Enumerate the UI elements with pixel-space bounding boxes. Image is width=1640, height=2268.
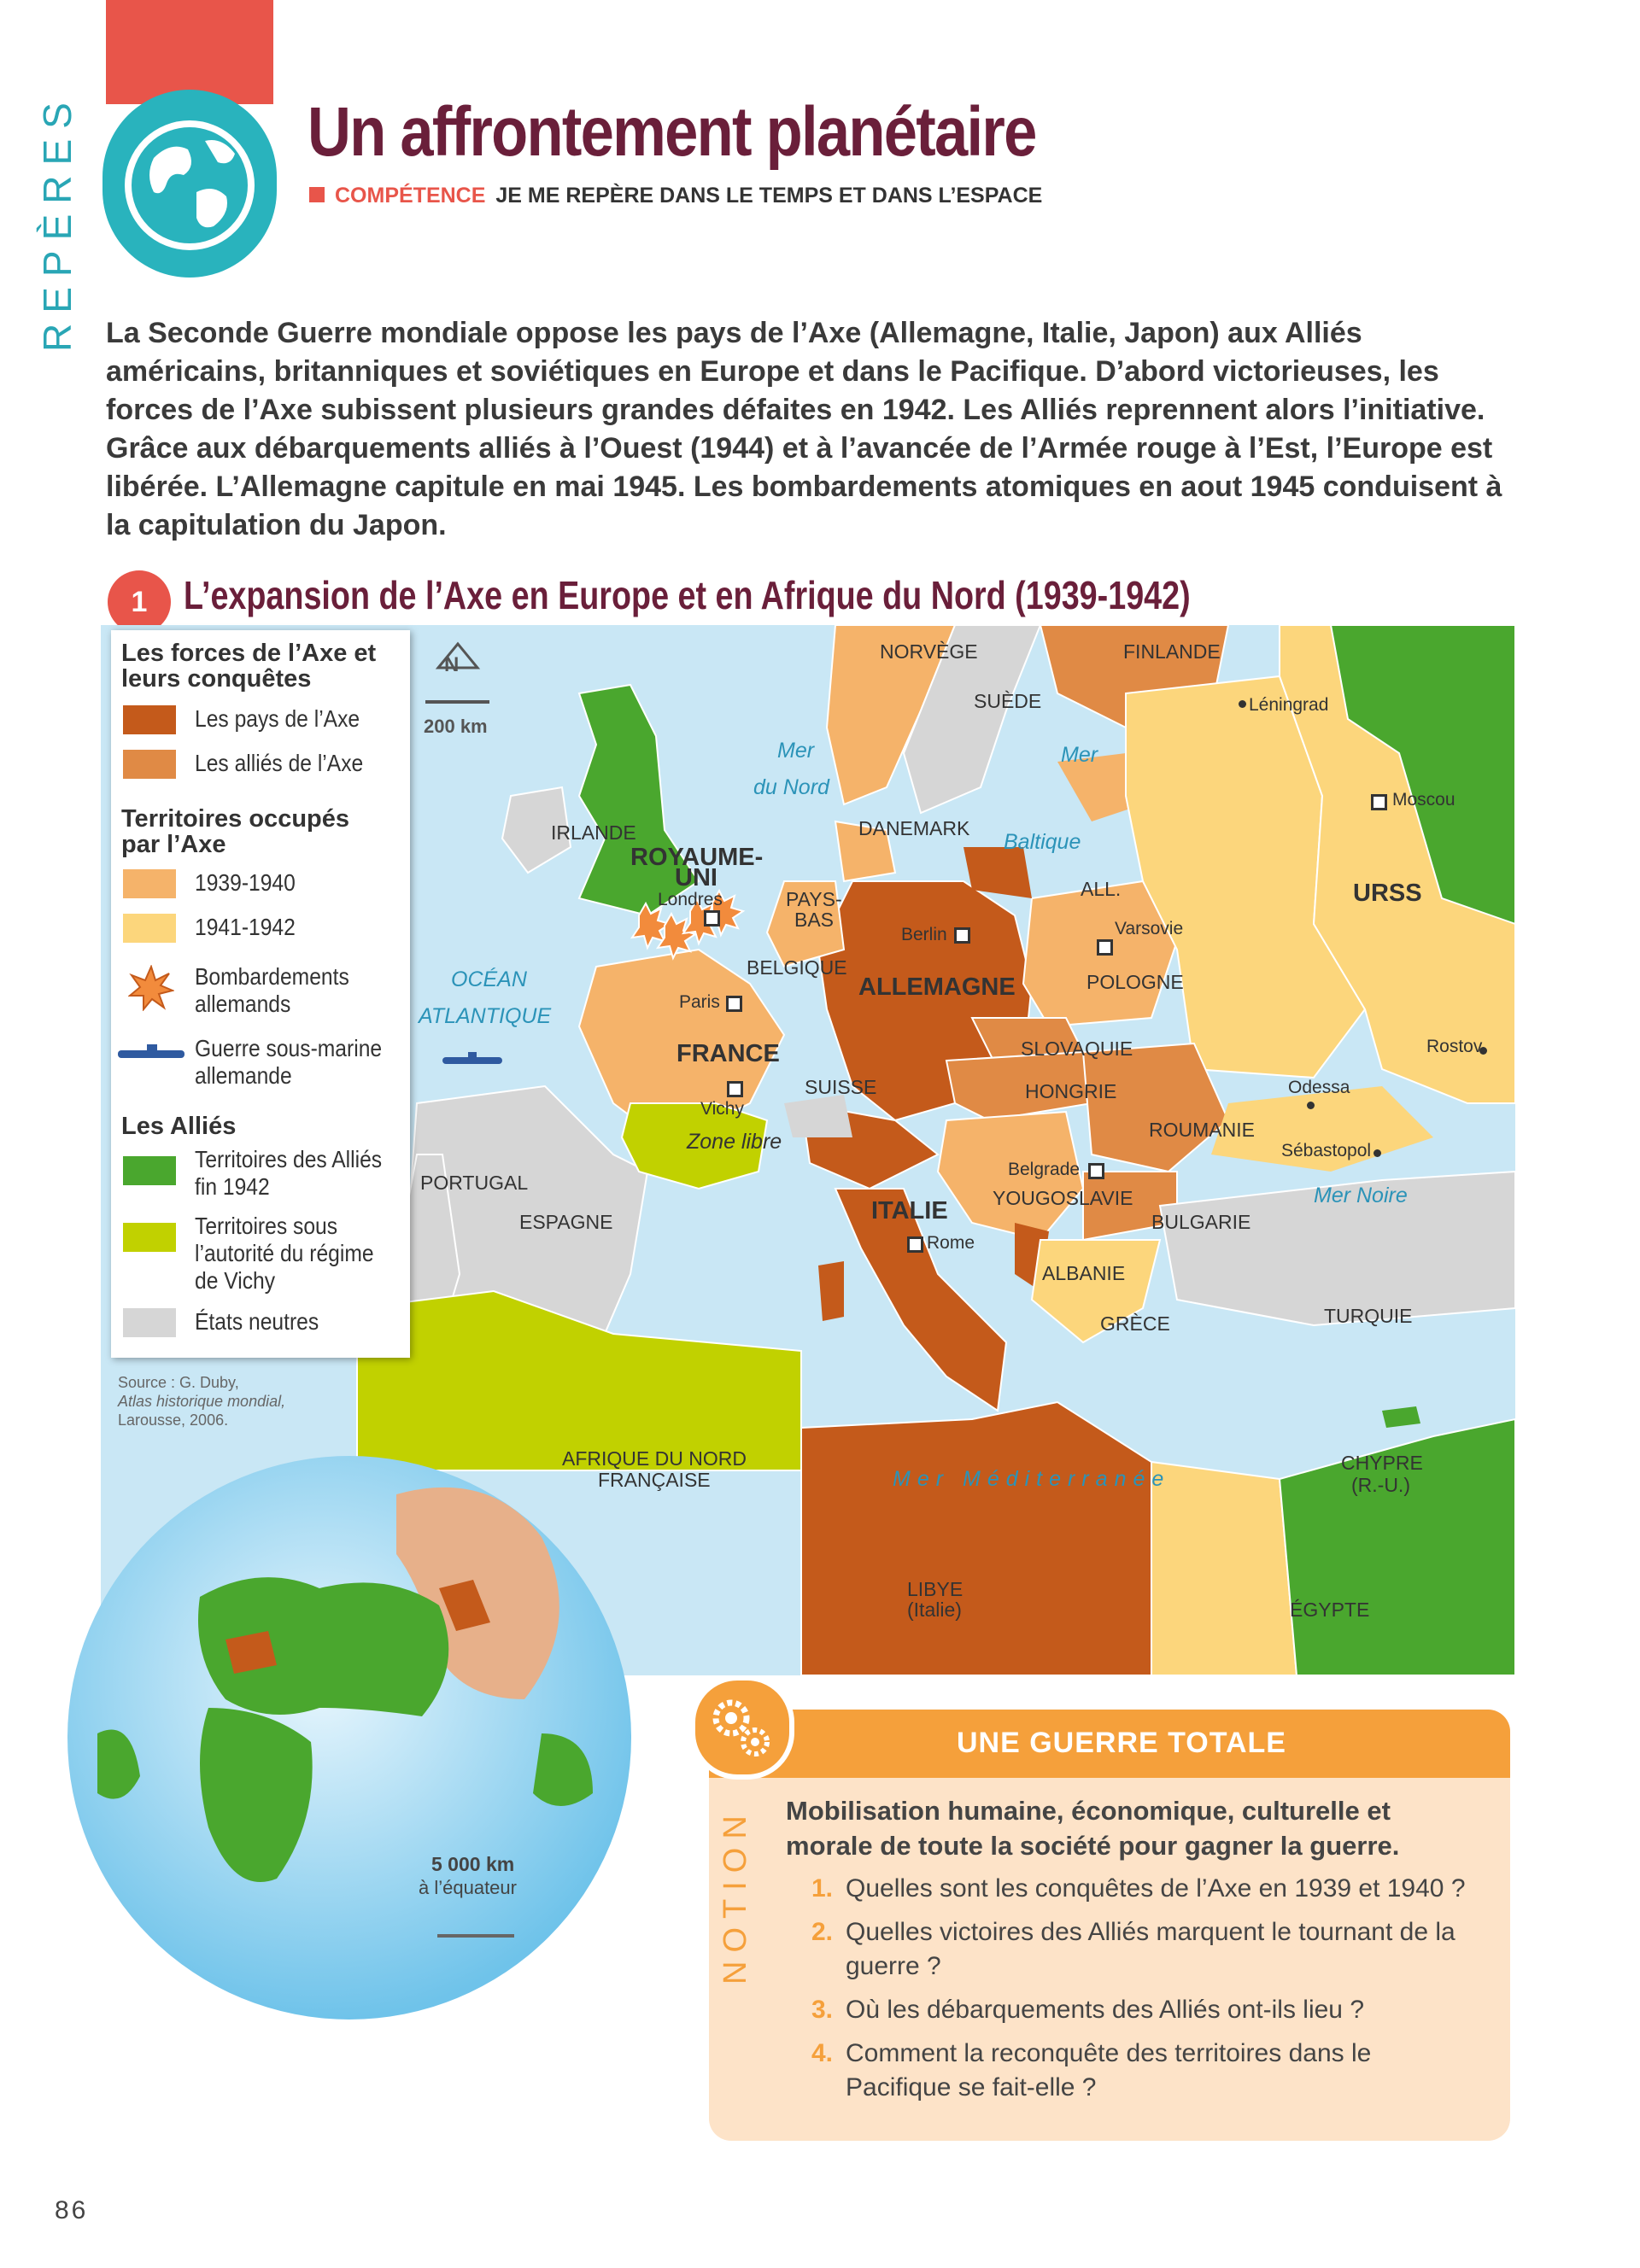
question-text: Comment la reconquête des territoires dans le Pacifique se fait-elle ?: [846, 2039, 1372, 2101]
legend-submarine-label: Guerre sous-marine allemande: [195, 1035, 383, 1089]
label-royaume-uni-1: ROYAUME-: [630, 844, 764, 871]
city-paris: Paris: [679, 992, 720, 1012]
notion-side-label: NOTION: [718, 1807, 753, 1984]
city-londres: Londres: [658, 890, 723, 909]
label-libye-1: LIBYE: [907, 1578, 964, 1600]
label-finlande: FINLANDE: [1123, 640, 1221, 663]
competence-line: [309, 184, 1042, 208]
globe-scale-note: à l’équateur: [419, 1877, 517, 1898]
globe-badge: [102, 90, 277, 278]
city-sebastopol: Sébastopol: [1281, 1141, 1372, 1160]
city-marker: [727, 1081, 743, 1097]
city-marker: [1307, 1102, 1315, 1109]
city-marker: [1371, 794, 1387, 810]
question-number: 2.: [811, 1918, 834, 1946]
label-suede: SUÈDE: [974, 690, 1042, 712]
legend-swatch: [123, 750, 176, 779]
sea-mediterranee: Mer Méditerranée: [893, 1467, 1171, 1491]
sea-mer-nord-1: Mer: [777, 739, 815, 763]
legend-item-label: États neutres: [195, 1308, 319, 1335]
sea-ocean-2: ATLANTIQUE: [419, 1004, 552, 1028]
legend-swatch: [123, 1308, 176, 1337]
page-number: 86: [55, 2196, 89, 2224]
legend-item-label: Territoires des Alliés fin 1942: [195, 1146, 383, 1200]
city-berlin: Berlin: [901, 925, 947, 944]
legend-axis-heading: Les forces de l’Axe et leurs conquêtes: [121, 640, 377, 693]
label-hongrie: HONGRIE: [1025, 1080, 1117, 1102]
city-marker: [954, 927, 970, 944]
question-item: [811, 1915, 1486, 1984]
legend-bombing-label: Bombardements allemands: [195, 963, 349, 1017]
legend-swatch: [123, 1223, 176, 1252]
gears-icon: [695, 1681, 789, 1774]
sea-mer-nord-2: du Nord: [753, 775, 829, 799]
city-marker: [726, 996, 742, 1012]
question-number: 1.: [811, 1874, 834, 1903]
label-grece: GRÈCE: [1100, 1312, 1170, 1335]
label-pays-bas-1: PAYS-: [786, 888, 842, 910]
city-marker: [1088, 1163, 1104, 1179]
globe-icon: [102, 90, 277, 278]
competence-square-icon: [309, 187, 325, 202]
libya-region: [801, 1402, 1151, 1675]
legend-item-label: 1941-1942: [195, 914, 296, 940]
intro-paragraph: La Seconde Guerre mondiale oppose les pays de l’Axe (Allemagne, Italie, Japon) aux Alliés américains, britanniques et soviétiques en Europe et dans le Pacifique. D’abord victorieuses, les forces de l’Axe subissent plusieurs grandes défaites en 1942. Les Alliés reprennent alors l’initiative. Grâce aux débarquements alliés à l’Ouest (1944) et à l’avancée de l’Armée rouge à l’Est, l’Europe est libérée. L’Allemagne capitule en mai 1945. Les bombardements atomiques en aout 1945 conduisent à la capitulation du Japon.: [106, 317, 1502, 541]
sea-baltique-1: Mer: [1061, 743, 1098, 767]
source-line: Source : G. Duby,: [118, 1374, 239, 1391]
egypt-occupied-region: [1151, 1462, 1297, 1675]
city-marker: [907, 1236, 923, 1253]
label-afn-2: FRANÇAISE: [598, 1469, 711, 1491]
question-text: Où les débarquements des Alliés ont-ils lieu ?: [846, 1996, 1365, 2024]
label-pays-bas-2: BAS: [794, 909, 835, 931]
city-rome: Rome: [927, 1233, 975, 1253]
city-belgrade: Belgrade: [1008, 1160, 1081, 1179]
scale-label: 200 km: [424, 716, 488, 737]
document-number: 1: [108, 570, 171, 634]
label-slovaquie: SLOVAQUIE: [1021, 1038, 1133, 1060]
label-portugal: PORTUGAL: [420, 1172, 529, 1194]
bombing-icon: [128, 965, 174, 1011]
label-norvege: NORVÈGE: [880, 640, 978, 663]
globe-scale-label: 5 000 km: [431, 1853, 515, 1875]
city-vichy: Vichy: [700, 1099, 744, 1119]
question-item: [811, 1872, 1486, 1906]
section-side-label: REPÈRES: [35, 92, 79, 352]
competence-label: COMPÉTENCE: [335, 184, 486, 208]
sea-mer-noire: Mer Noire: [1314, 1184, 1408, 1207]
legend-swatch: [123, 869, 176, 898]
city-marker: [1374, 1149, 1381, 1157]
city-varsovie: Varsovie: [1115, 919, 1184, 938]
label-chypre-1: CHYPRE: [1341, 1452, 1423, 1474]
page-title: Un affrontement planétaire: [308, 93, 1036, 171]
asia-region: [319, 1582, 448, 1716]
city-odessa: Odessa: [1288, 1078, 1350, 1097]
label-italie: ITALIE: [871, 1197, 948, 1225]
city-moscou: Moscou: [1392, 790, 1456, 810]
source-line: Atlas historique mondial,: [118, 1393, 286, 1410]
label-yougoslavie: YOUGOSLAVIE: [993, 1187, 1133, 1209]
sardinia-region: [818, 1261, 844, 1321]
legend-item-label: Territoires sous l’autorité du régime de Vichy: [195, 1213, 374, 1294]
label-afn-1: AFRIQUE DU NORD: [562, 1447, 747, 1470]
label-royaume-uni-2: UNI: [675, 864, 718, 891]
sea-ocean-1: OCÉAN: [451, 967, 527, 991]
label-pologne: POLOGNE: [1086, 971, 1184, 993]
city-marker: [704, 910, 720, 926]
question-text: Quelles sont les conquêtes de l’Axe en 1939 et 1940 ?: [846, 1874, 1466, 1903]
question-text: Quelles victoires des Alliés marquent le tournant de la guerre ?: [846, 1918, 1456, 1980]
label-libye-2: (Italie): [907, 1599, 962, 1621]
label-turquie: TURQUIE: [1324, 1305, 1413, 1327]
city-leningrad: Léningrad: [1249, 695, 1329, 715]
source-line: Larousse, 2006.: [118, 1412, 229, 1429]
label-allemagne: ALLEMAGNE: [858, 973, 1016, 1001]
label-danemark: DANEMARK: [858, 817, 970, 839]
label-suisse: SUISSE: [805, 1076, 877, 1098]
label-espagne: ESPAGNE: [519, 1211, 613, 1233]
legend-item-label: Les alliés de l’Axe: [195, 750, 364, 776]
legend-allies-heading: Les Alliés: [121, 1113, 237, 1140]
globe-inset: [63, 1452, 636, 2024]
competence-text: JE ME REPÈRE DANS LE TEMPS ET DANS L’ESPACE: [495, 184, 1043, 208]
question-item: [811, 2037, 1486, 2105]
legend-item-label: Les pays de l’Axe: [195, 705, 360, 732]
gear-badge: [690, 1675, 794, 1780]
label-chypre-2: (R.-U.): [1351, 1474, 1410, 1496]
city-rostov: Rostov: [1426, 1037, 1483, 1056]
legend-swatch: [123, 705, 176, 734]
legend-swatch: [123, 914, 176, 943]
sea-baltique-2: Baltique: [1004, 830, 1081, 854]
legend-occupied-heading: Territoires occupés par l’Axe: [121, 805, 350, 858]
label-all: ALL.: [1081, 878, 1122, 900]
north-label: N: [444, 653, 460, 676]
label-albanie: ALBANIE: [1042, 1262, 1126, 1284]
map-source: [118, 1373, 285, 1429]
label-bulgarie: BULGARIE: [1151, 1211, 1251, 1233]
label-urss: URSS: [1353, 880, 1422, 907]
legend-item-label: 1939-1940: [195, 869, 296, 896]
question-number: 4.: [811, 2039, 834, 2067]
label-irlande: IRLANDE: [551, 821, 636, 844]
submarine-icon: [118, 1042, 186, 1062]
notion-title: UNE GUERRE TOTALE: [957, 1727, 1286, 1759]
notion-definition: Mobilisation humaine, économique, culturelle et morale de toute la société pour gagner la guerre.: [786, 1796, 1400, 1861]
document-title: L’expansion de l’Axe en Europe et en Afrique du Nord (1939-1942): [184, 573, 1191, 617]
legend-swatch: [123, 1156, 176, 1185]
question-number: 3.: [811, 1996, 834, 2024]
label-zone-libre: Zone libre: [687, 1130, 782, 1154]
header-tab: [106, 0, 273, 104]
label-roumanie: ROUMANIE: [1149, 1119, 1255, 1141]
label-belgique: BELGIQUE: [747, 956, 847, 979]
city-marker: [1239, 700, 1246, 708]
city-marker: [1097, 939, 1113, 956]
map-legend: [111, 630, 410, 1358]
label-egypte: ÉGYPTE: [1290, 1599, 1370, 1621]
label-france: FRANCE: [676, 1040, 780, 1067]
question-item: [811, 1993, 1486, 2027]
